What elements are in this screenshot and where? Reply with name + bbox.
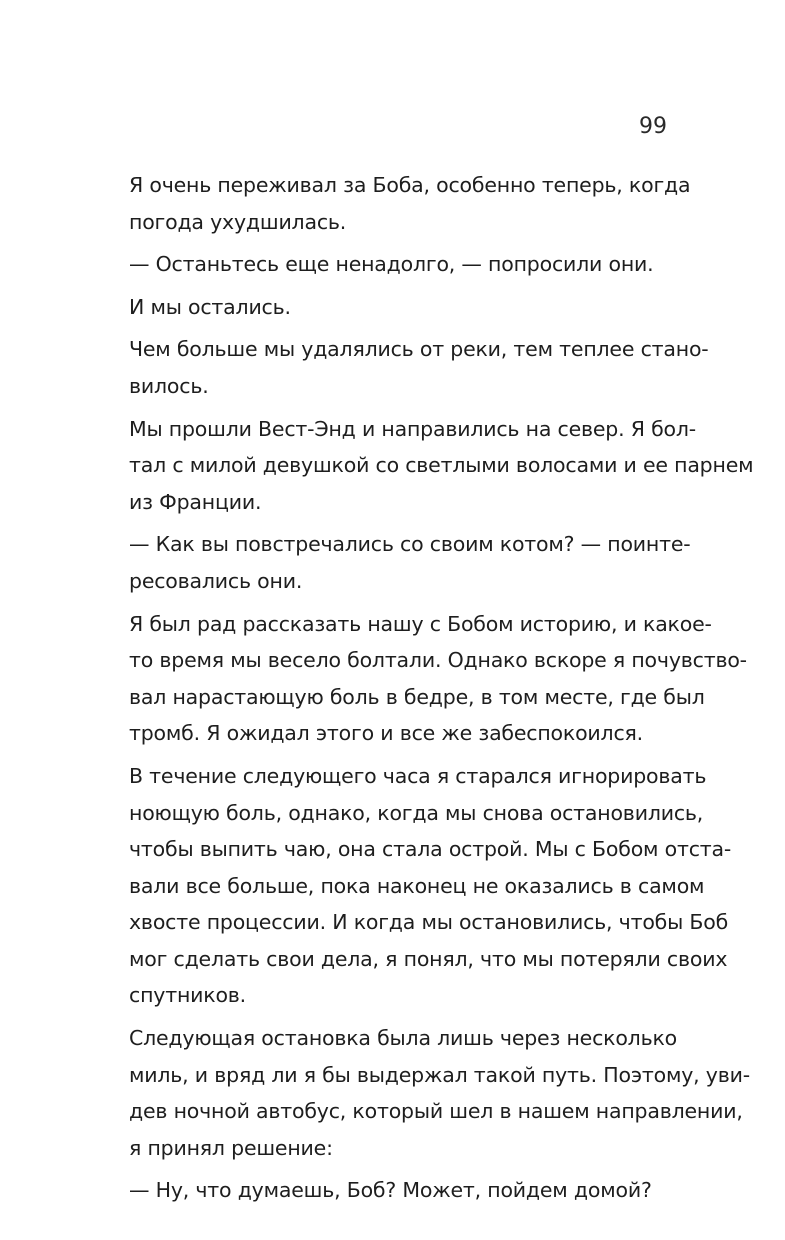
text-line: мог сделать свои дела, я понял, что мы потеряли своих	[129, 946, 728, 971]
text-line: Мы прошли Вест-Энд и направились на север. Я бол-	[129, 416, 696, 441]
text-line: тал с милой девушкой со светлыми волосами и ее парнем	[129, 453, 754, 478]
text-line: ресовались они.	[129, 568, 303, 593]
paragraph	[129, 246, 666, 283]
text-line: из Франции.	[129, 489, 262, 514]
page-number: 99	[639, 114, 667, 139]
paragraph	[129, 331, 709, 404]
paragraph	[129, 526, 691, 599]
text-line: хвосте процессии. И когда мы остановились, чтобы Боб	[129, 910, 729, 935]
text-line: спутников.	[129, 983, 246, 1008]
text-line: то время мы весело болтали. Однако вскоре я почувство-	[129, 648, 747, 673]
text-line: В течение следующего часа я старался игнорировать	[129, 763, 707, 788]
text-line: чтобы выпить чаю, она стала острой. Мы с Бобом отста-	[129, 837, 732, 862]
text-line: погода ухудшилась.	[129, 209, 347, 234]
text-line: Чем больше мы удалялись от реки, тем теплее стано-	[129, 337, 709, 362]
text-line: — Как вы повстречались со своим котом? — поинте-	[129, 532, 691, 557]
paragraph	[129, 167, 691, 240]
text-line: миль, и вряд ли я бы выдержал такой путь. Поэтому, уви-	[129, 1062, 750, 1087]
text-line: вал нарастающую боль в бедре, в том месте, где был	[129, 684, 705, 709]
text-line: — Останьтесь еще ненадолго, — попросили они.	[129, 252, 654, 277]
text-line: дев ночной автобус, который шел в нашем направлении,	[129, 1099, 743, 1124]
text-line: вали все больше, пока наконец не оказались в самом	[129, 873, 705, 898]
paragraph	[129, 606, 747, 752]
text-line: Я очень переживал за Боба, особенно теперь, когда	[129, 173, 691, 197]
text-line: я принял решение:	[129, 1135, 333, 1160]
text-line: ноющую боль, однако, когда мы снова остановились,	[129, 800, 704, 825]
paragraph	[129, 411, 754, 521]
paragraph	[129, 758, 732, 1014]
paragraph	[129, 1020, 750, 1166]
body-text	[129, 167, 754, 1215]
text-line: Я был рад рассказать нашу с Бобом историю, и какое-	[129, 611, 712, 636]
text-line: Следующая остановка была лишь через несколько	[129, 1026, 677, 1051]
text-line: тромб. Я ожидал этого и все же забеспокоился.	[129, 721, 643, 746]
paragraph	[129, 289, 666, 326]
text-line: — Ну, что думаешь, Боб? Может, пойдем домой?	[129, 1178, 652, 1203]
text-line: вилось.	[129, 373, 209, 398]
text-line: И мы остались.	[129, 294, 291, 319]
paragraph	[129, 1172, 666, 1209]
